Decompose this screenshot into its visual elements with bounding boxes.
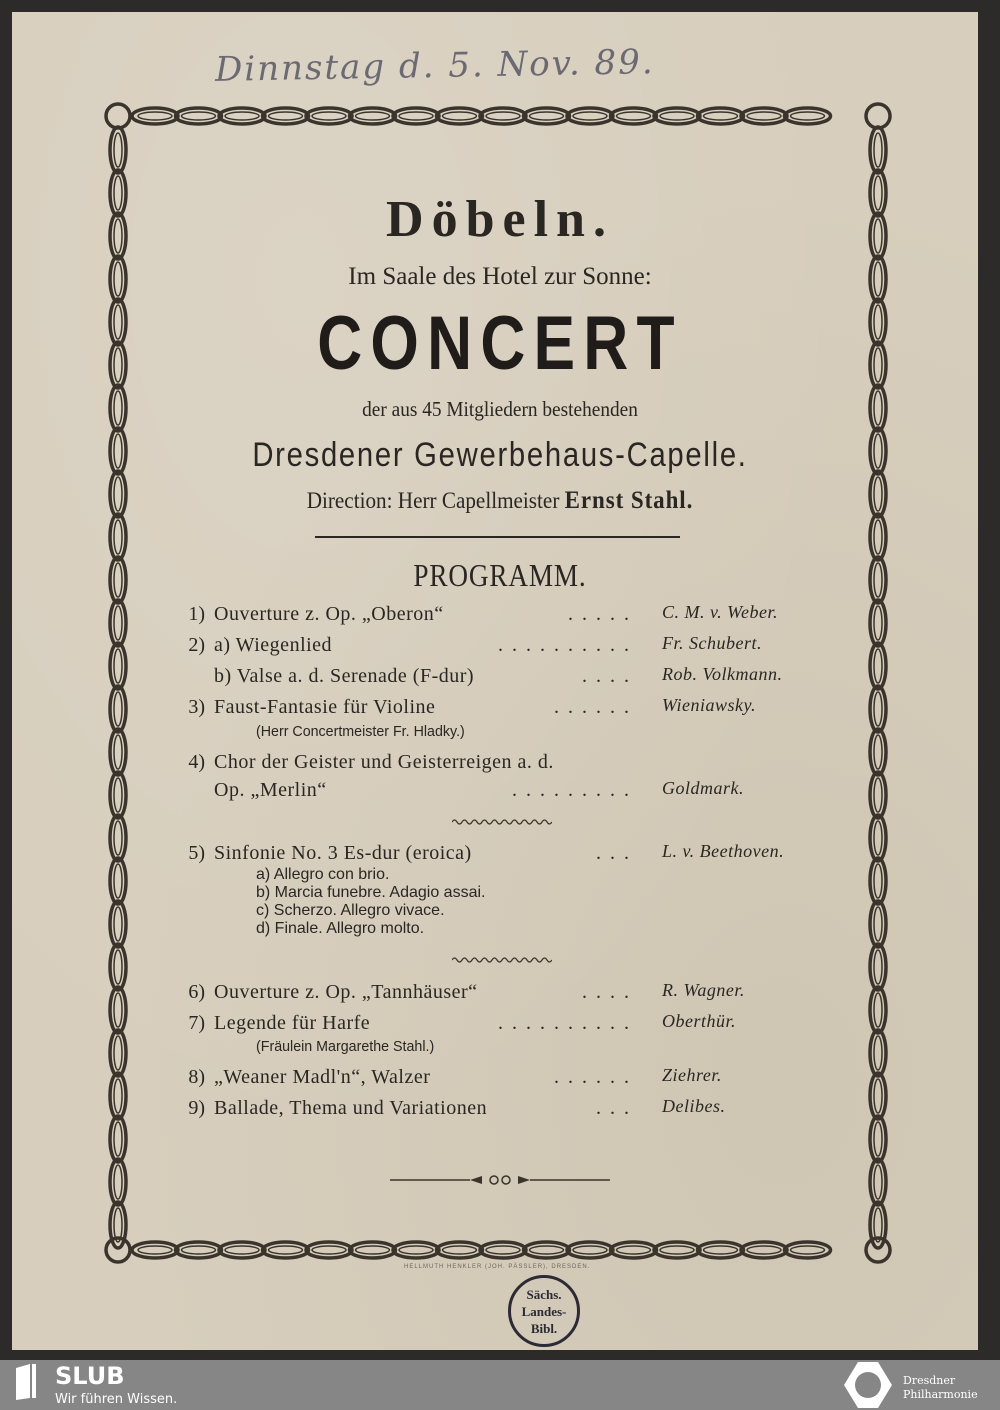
item-title: Legende für Harfe bbox=[214, 1012, 371, 1034]
handwritten-date: Dinnstag d. 5. Nov. 89. bbox=[214, 42, 655, 90]
chain-link bbox=[263, 1242, 309, 1258]
chain-link bbox=[110, 600, 126, 646]
corner-ornament bbox=[106, 104, 130, 128]
dot-leader: ...... bbox=[554, 696, 638, 718]
chain-link bbox=[176, 1242, 222, 1258]
chain-link bbox=[110, 514, 126, 560]
chain-link bbox=[219, 108, 265, 124]
chain-link bbox=[306, 108, 352, 124]
chain-link bbox=[870, 514, 886, 560]
chain-link bbox=[654, 1242, 700, 1258]
slub-tagline: Wir führen Wissen. bbox=[55, 1392, 178, 1407]
stamp-line: Bibl. bbox=[530, 1321, 558, 1336]
chain-link bbox=[110, 729, 126, 775]
library-stamp bbox=[508, 1275, 580, 1347]
printer-imprint: HELLMUTH HENKLER (JOH. PÄSSLER), DRESDEN. bbox=[404, 1264, 591, 1270]
philharmonie-logo-text[interactable] bbox=[903, 1374, 978, 1402]
dot-leader: ... bbox=[596, 1097, 638, 1119]
event-heading: CONCERT bbox=[317, 301, 683, 386]
item-composer: C. M. v. Weber. bbox=[662, 602, 778, 622]
chain-link bbox=[698, 108, 744, 124]
chain-link bbox=[110, 643, 126, 689]
chain-link bbox=[263, 108, 309, 124]
item-number: 3) bbox=[188, 696, 205, 718]
performer-note-text: (Fräulein Margarethe Stahl.) bbox=[256, 1038, 435, 1055]
dot-leader: ...... bbox=[554, 1066, 638, 1088]
item-title: Ouverture z. Op. „Tannhäuser“ bbox=[214, 981, 478, 1003]
chain-link bbox=[741, 108, 787, 124]
chain-link bbox=[870, 1159, 886, 1205]
chain-link bbox=[785, 108, 831, 124]
chain-link bbox=[870, 127, 886, 173]
item-title: Ballade, Thema und Variationen bbox=[214, 1097, 488, 1119]
slub-logo-text[interactable]: SLUB bbox=[55, 1362, 125, 1390]
chain-link bbox=[870, 600, 886, 646]
item-composer: Goldmark. bbox=[662, 778, 744, 798]
chain-link bbox=[306, 1242, 352, 1258]
chain-link bbox=[870, 643, 886, 689]
chain-link bbox=[870, 1073, 886, 1119]
item-composer: Delibes. bbox=[662, 1096, 726, 1116]
philharmonie-logo-icon[interactable] bbox=[842, 1360, 894, 1410]
wave-divider-icon bbox=[452, 818, 552, 826]
movement-text: c) Scherzo. Allegro vivace. bbox=[256, 902, 445, 919]
item-title: Ouverture z. Op. „Oberon“ bbox=[214, 603, 444, 625]
chain-link bbox=[393, 1242, 439, 1258]
chain-link bbox=[870, 686, 886, 732]
chain-link bbox=[110, 1073, 126, 1119]
subtitle: der aus 45 Mitgliedern bestehenden bbox=[362, 397, 638, 421]
chain-link bbox=[110, 772, 126, 818]
chain-link bbox=[870, 772, 886, 818]
item-number: 2) bbox=[188, 634, 205, 656]
chain-link bbox=[870, 1116, 886, 1162]
item-title: Chor der Geister und Geisterreigen a. d. bbox=[214, 751, 554, 773]
item-title: „Weaner Madl'n“, Walzer bbox=[214, 1066, 431, 1088]
dot-leader: ... bbox=[596, 842, 638, 864]
chain-link bbox=[567, 1242, 613, 1258]
chain-link bbox=[176, 108, 222, 124]
chain-link bbox=[480, 1242, 526, 1258]
stamp-line: Landes- bbox=[521, 1304, 567, 1319]
item-title: Sinfonie No. 3 Es-dur (eroica) bbox=[214, 842, 472, 864]
item-number: 8) bbox=[188, 1066, 205, 1088]
chain-link bbox=[110, 987, 126, 1033]
direction-line bbox=[40, 487, 960, 515]
item-number: 5) bbox=[188, 842, 205, 864]
chain-link bbox=[785, 1242, 831, 1258]
chain-link bbox=[524, 1242, 570, 1258]
chain-link bbox=[524, 108, 570, 124]
item-number: 1) bbox=[188, 603, 205, 625]
chain-link bbox=[110, 815, 126, 861]
item-title: Op. „Merlin“ bbox=[214, 779, 327, 801]
dot-leader: .......... bbox=[498, 1012, 638, 1034]
chain-link bbox=[437, 1242, 483, 1258]
ensemble-name: Dresdener Gewerbehaus-Capelle. bbox=[252, 436, 748, 474]
brand-line: Dresdner bbox=[903, 1374, 956, 1387]
corner-ornament bbox=[866, 104, 890, 128]
item-composer: Wieniawsky. bbox=[662, 695, 756, 715]
chain-link bbox=[698, 1242, 744, 1258]
item-composer: L. v. Beethoven. bbox=[662, 841, 785, 861]
chain-link bbox=[132, 1242, 178, 1258]
brand-line: Philharmonie bbox=[903, 1388, 978, 1401]
chain-link bbox=[110, 1116, 126, 1162]
conductor-name: Ernst Stahl. bbox=[564, 487, 694, 514]
ornament-icon bbox=[390, 1172, 610, 1188]
dot-leader: ......... bbox=[512, 779, 638, 801]
chain-link bbox=[870, 1030, 886, 1076]
performer-note-text: (Herr Concertmeister Fr. Hladky.) bbox=[256, 723, 465, 740]
item-composer: Rob. Volkmann. bbox=[662, 664, 783, 684]
movement-text: d) Finale. Allegro molto. bbox=[256, 920, 425, 937]
chain-link bbox=[110, 1030, 126, 1076]
divider bbox=[315, 536, 680, 538]
chain-link bbox=[870, 987, 886, 1033]
venue: Im Saale des Hotel zur Sonne: bbox=[348, 263, 652, 290]
item-title: Faust-Fantasie für Violine bbox=[214, 696, 436, 718]
item-number: 7) bbox=[188, 1012, 205, 1034]
dot-leader: .... bbox=[582, 981, 638, 1003]
chain-link bbox=[110, 1159, 126, 1205]
wave-divider-icon bbox=[452, 956, 552, 964]
item-title: b) Valse a. d. Serenade (F-dur) bbox=[214, 665, 475, 687]
dot-leader: .......... bbox=[498, 634, 638, 656]
chain-link bbox=[870, 858, 886, 904]
chain-link bbox=[741, 1242, 787, 1258]
chain-link bbox=[110, 127, 126, 173]
chain-link bbox=[437, 108, 483, 124]
page-title: Döbeln. bbox=[386, 191, 614, 248]
item-number: 4) bbox=[188, 751, 205, 773]
chain-link bbox=[110, 944, 126, 990]
direction-label: Direction: Herr Capellmeister bbox=[306, 488, 560, 513]
item-number: 6) bbox=[188, 981, 205, 1003]
chain-link bbox=[110, 901, 126, 947]
dot-leader: .... bbox=[582, 665, 638, 687]
movement-text: b) Marcia funebre. Adagio assai. bbox=[256, 884, 486, 901]
dot-leader: ..... bbox=[568, 603, 638, 625]
chain-link bbox=[132, 108, 178, 124]
movement-text: a) Allegro con brio. bbox=[256, 866, 390, 883]
chain-link bbox=[567, 108, 613, 124]
chain-link bbox=[393, 108, 439, 124]
chain-link bbox=[350, 1242, 396, 1258]
item-composer: Fr. Schubert. bbox=[662, 633, 762, 653]
chain-link bbox=[611, 1242, 657, 1258]
chain-link bbox=[110, 858, 126, 904]
item-composer: Oberthür. bbox=[662, 1011, 737, 1031]
chain-link bbox=[870, 729, 886, 775]
chain-link bbox=[110, 686, 126, 732]
chain-link bbox=[350, 108, 396, 124]
chain-link bbox=[480, 108, 526, 124]
chain-link bbox=[870, 944, 886, 990]
chain-link bbox=[870, 901, 886, 947]
chain-link bbox=[654, 108, 700, 124]
item-number: 9) bbox=[188, 1097, 205, 1119]
chain-link bbox=[611, 108, 657, 124]
item-composer: Ziehrer. bbox=[662, 1065, 722, 1085]
chain-link bbox=[870, 815, 886, 861]
chain-link bbox=[219, 1242, 265, 1258]
stamp-line: Sächs. bbox=[526, 1287, 562, 1302]
item-composer: R. Wagner. bbox=[662, 980, 745, 1000]
slub-logo-icon bbox=[12, 1362, 42, 1402]
program-heading: PROGRAMM. bbox=[413, 557, 587, 593]
item-title: a) Wiegenlied bbox=[214, 634, 333, 656]
